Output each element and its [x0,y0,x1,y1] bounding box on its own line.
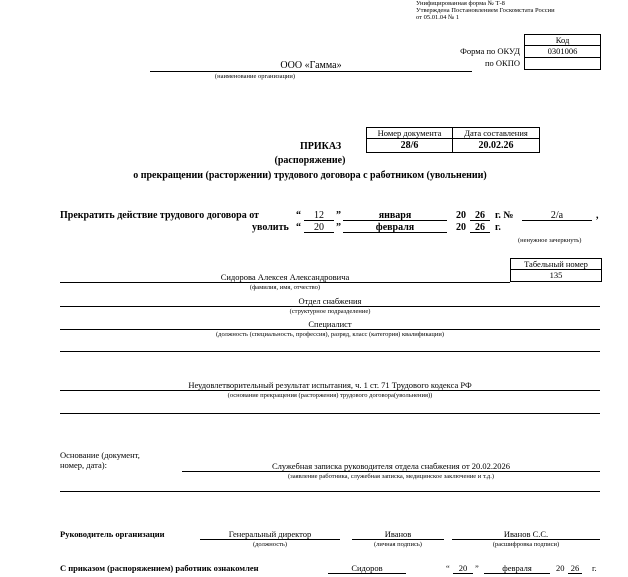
okud-label: Форма по ОКУД [460,46,520,56]
acquainted-label: С приказом (распоряжением) работник ознакомлен [60,563,259,573]
contract-month[interactable]: января [343,210,447,221]
basis-label [60,450,180,470]
tab-number-value[interactable]: 135 [510,269,602,282]
contract-year-prefix: 20 [456,210,466,221]
form-header-line-3: от 05.01.04 № 1 [416,14,460,21]
acquainted-quote-open: “ [446,563,450,573]
quote-open-2: “ [296,222,301,233]
basis-text[interactable]: Служебная записка руководителя отдела снабжения от 20.02.2026 [182,461,600,472]
dismiss-month[interactable]: февраля [343,222,447,233]
form-header [416,0,626,21]
position[interactable]: Специалист [60,319,600,330]
comma: , [596,210,599,221]
basis-extra-line [60,491,600,492]
quote-close-1: ” [336,210,341,221]
tab-number-header: Табельный номер [510,258,602,270]
director-position[interactable]: Генеральный директор [200,529,340,540]
doc-number-header: Номер документа [366,127,453,139]
acquainted-year-prefix: 20 [556,563,565,573]
dismiss-year-suffix: г. [495,222,501,233]
position-caption: (должность (специальность, профессия), разряд, класс (категория) квалификации) [216,331,444,338]
dismiss-year[interactable]: 26 [470,222,490,233]
grounds-caption: (основание прекращения (расторжения) трудового договора(увольнения)) [227,392,433,399]
organization-caption: (наименование организации) [214,73,296,80]
contract-year[interactable]: 26 [470,210,490,221]
director-signature[interactable]: Иванов [352,529,444,540]
dismiss-label: уволить [252,222,289,233]
contract-number-label: г. № [495,210,514,221]
basis-label-line-2: номер, дата): [60,460,107,470]
acquainted-quote-close: ” [475,563,479,573]
order-description: о прекращении (расторжении) трудового договора с работником (увольнении) [133,170,487,181]
doc-date-value[interactable]: 20.02.26 [452,138,540,153]
organization-name[interactable]: ООО «Гамма» [150,60,472,72]
okud-code-cell[interactable]: 0301006 [524,45,601,58]
director-position-caption: (должность) [252,541,288,548]
director-signature-caption: (личная подпись) [374,541,422,548]
employee-signature[interactable]: Сидоров [328,563,406,574]
contract-day[interactable]: 12 [304,210,334,221]
terminate-label: Прекратить действие трудового договора от [60,210,259,221]
contract-number[interactable]: 2/a [522,210,592,221]
director-decoding[interactable]: Иванов С.С. [452,529,600,540]
doc-number-value[interactable]: 28/6 [366,138,453,153]
acquainted-month[interactable]: февраля [484,563,550,574]
department-caption: (структурное подразделение) [289,308,371,315]
quote-close-2: ” [336,222,341,233]
order-title: ПРИКАЗ [300,141,342,152]
okpo-label: по ОКПО [484,58,520,68]
employee-name[interactable]: Сидорова Алексея Александровича [60,272,510,283]
position-extra-line [60,351,600,352]
acquainted-day[interactable]: 20 [453,563,473,574]
dismiss-year-prefix: 20 [456,222,466,233]
director-label: Руководитель организации [60,529,165,539]
grounds-extra-line [60,413,600,414]
employee-name-caption: (фамилия, имя, отчество) [249,284,321,291]
order-subtitle: (распоряжение) [274,155,346,166]
basis-label-line-1: Основание (документ, [60,450,140,460]
department[interactable]: Отдел снабжения [60,296,600,307]
quote-open-1: “ [296,210,301,221]
form-header-line-2: Утверждена Постановлением Госкомстата России [416,7,555,14]
acquainted-year[interactable]: 26 [568,563,582,574]
acquainted-year-suffix: г. [592,563,597,573]
doc-date-header: Дата составления [452,127,540,139]
strike-note: (ненужное зачеркнуть) [518,237,582,244]
dismiss-day[interactable]: 20 [304,222,334,233]
okpo-code-cell[interactable] [524,57,601,70]
grounds-text[interactable]: Неудовлетворительный результат испытания, ч. 1 ст. 71 Трудового кодекса РФ [60,380,600,391]
code-column-header: Код [524,34,601,46]
director-decoding-caption: (расшифровка подписи) [492,541,560,548]
form-header-line-1: Унифицированная форма № Т-8 [416,0,505,7]
basis-caption: (заявление работника, служебная записка, медицинское заключение и т.д.) [287,473,494,480]
